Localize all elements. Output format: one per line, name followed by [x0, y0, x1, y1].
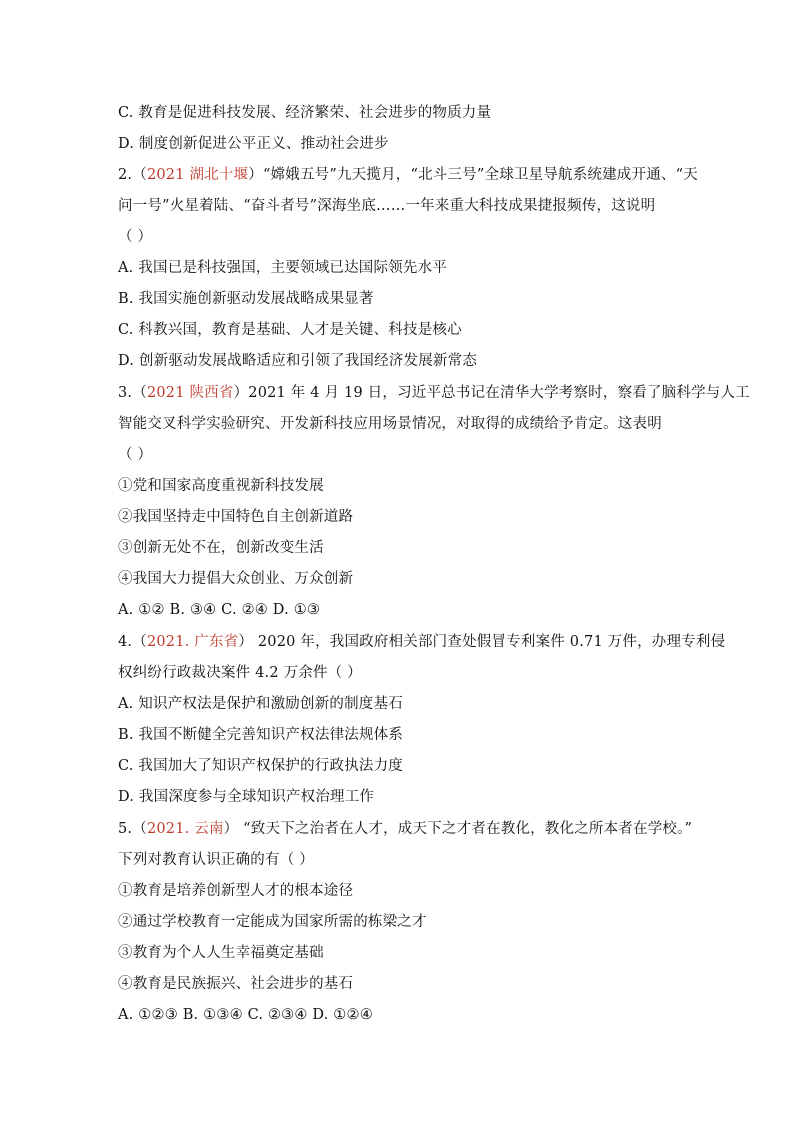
q3-statement-4: ④我国大力提倡大众创业、万众创新 [118, 571, 354, 587]
q2-stem-line-2: 问一号”火星着陆、“奋斗者号”深海坐底……一年来重大科技成果捷报频传，这说明 [118, 198, 656, 214]
q5-statement-1: ①教育是培养创新型人才的根本途径 [118, 883, 354, 899]
q3-statement-3: ③创新无处不在，创新改变生活 [118, 540, 324, 556]
q3-statement-2: ②我国坚持走中国特色自主创新道路 [118, 509, 354, 525]
q4-stem-line-1 [118, 632, 725, 652]
q2-answer-blank: （ ） [118, 229, 153, 245]
q4-option-d: D. 我国深度参与全球知识产权治理工作 [118, 789, 375, 805]
q2-stem-text: ）“嫦娥五号”九天揽月，“北斗三号”全球卫星导航系统建成开通、“天 [248, 167, 698, 183]
q5-source: 2021. 云南 [146, 821, 224, 837]
q3-answer-blank: （ ） [118, 447, 153, 463]
q2-option-c: C. 科教兴国，教育是基础、人才是关键、科技是核心 [118, 322, 462, 338]
q5-stem-line-2: 下列对教育认识正确的有（ ） [118, 852, 314, 868]
q4-source: 2021. 广东省 [146, 634, 239, 650]
q3-source: 2021 陕西省 [146, 385, 234, 401]
q4-option-a: A. 知识产权法是保护和激励创新的制度基石 [118, 696, 403, 712]
q3-stem-line-1 [118, 383, 750, 403]
q5-stem-line-1 [118, 819, 692, 839]
q1-option-d: D. 制度创新促进公平正义、推动社会进步 [118, 136, 389, 152]
q5-options: A. ①②③ B. ①③④ C. ②③④ D. ①②④ [118, 1007, 373, 1023]
q2-source: 2021 湖北十堰 [146, 167, 249, 183]
q2-option-a: A. 我国已是科技强国，主要领域已达国际领先水平 [118, 260, 447, 276]
q3-statement-1: ①党和国家高度重视新科技发展 [118, 478, 324, 494]
q5-stem-text: ） “致天下之治者在人才，成天下之才者在教化，教化之所本者在学校。” [223, 821, 693, 837]
q2-number: 2.（ [118, 167, 147, 183]
q4-number: 4.（ [118, 634, 147, 650]
q3-stem-text: ）2021 年 4 月 19 日，习近平总书记在清华大学考察时，察看了脑科学与人工 [233, 385, 750, 401]
q2-stem-line-1 [118, 165, 698, 185]
q1-option-c: C. 教育是促进科技发展、经济繁荣、社会进步的物质力量 [118, 105, 492, 121]
q5-number: 5.（ [118, 821, 147, 837]
q5-statement-2: ②通过学校教育一定能成为国家所需的栋梁之才 [118, 914, 427, 930]
q5-statement-4: ④教育是民族振兴、社会进步的基石 [118, 976, 354, 992]
q4-option-c: C. 我国加大了知识产权保护的行政执法力度 [118, 758, 403, 774]
q5-statement-3: ③教育为个人人生幸福奠定基础 [118, 945, 324, 961]
q4-stem-text: ） 2020 年，我国政府相关部门查处假冒专利案件 0.71 万件，办理专利侵 [238, 634, 726, 650]
q4-stem-line-2: 权纠纷行政裁决案件 4.2 万余件（ ） [118, 665, 362, 681]
q3-options: A. ①② B. ③④ C. ②④ D. ①③ [118, 602, 321, 618]
q3-stem-line-2: 智能交叉科学实验研究、开发新科技应用场景情况，对取得的成绩给予肯定。这表明 [118, 416, 662, 432]
q2-option-d: D. 创新驱动发展战略适应和引领了我国经济发展新常态 [118, 353, 478, 369]
q2-option-b: B. 我国实施创新驱动发展战略成果显著 [118, 291, 374, 307]
q4-option-b: B. 我国不断健全完善知识产权法律法规体系 [118, 727, 404, 743]
q3-number: 3.（ [118, 385, 147, 401]
